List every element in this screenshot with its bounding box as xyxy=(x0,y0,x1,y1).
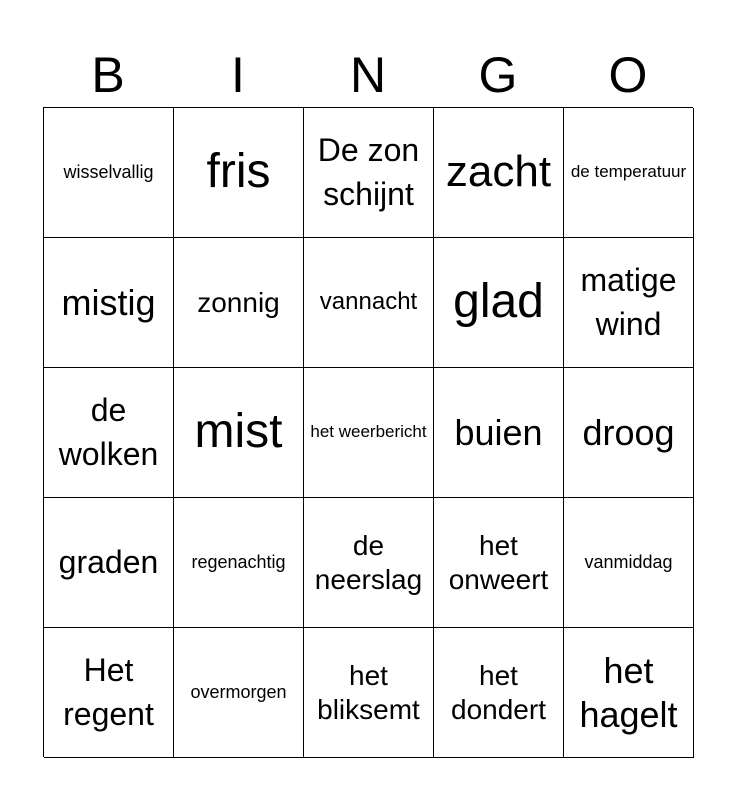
bingo-cell[interactable] xyxy=(434,238,564,368)
header-letter-i: I xyxy=(231,47,245,103)
cell-text: glad xyxy=(453,275,544,329)
bingo-cell[interactable] xyxy=(174,628,304,758)
header-letter-o: O xyxy=(608,47,648,103)
cell-text: graden xyxy=(58,543,159,580)
cell-text: buien xyxy=(454,411,543,453)
bingo-cell[interactable] xyxy=(564,628,694,758)
bingo-cell[interactable] xyxy=(174,368,304,498)
cell-text: het dondert xyxy=(451,659,546,725)
bingo-header xyxy=(43,44,693,106)
cell-text: de neerslag xyxy=(314,529,423,595)
bingo-cell[interactable] xyxy=(304,238,434,368)
bingo-cell[interactable] xyxy=(304,108,434,238)
cell-text: zacht xyxy=(445,147,552,197)
bingo-cell[interactable] xyxy=(434,628,564,758)
bingo-cell[interactable] xyxy=(44,498,174,628)
cell-text: mistig xyxy=(61,281,156,323)
cell-text: het onweert xyxy=(448,529,549,595)
bingo-cell[interactable] xyxy=(564,368,694,498)
cell-text: droog xyxy=(582,411,675,453)
bingo-cell[interactable] xyxy=(304,368,434,498)
cell-text: mist xyxy=(194,405,283,459)
cell-text: matige wind xyxy=(580,262,677,342)
bingo-cell[interactable] xyxy=(44,628,174,758)
bingo-cell[interactable] xyxy=(564,108,694,238)
header-letter-b: B xyxy=(91,47,125,103)
bingo-cell[interactable] xyxy=(304,498,434,628)
bingo-cell[interactable] xyxy=(564,498,694,628)
bingo-cell[interactable] xyxy=(304,628,434,758)
bingo-board xyxy=(43,107,693,757)
cell-text: de wolken xyxy=(58,392,159,472)
cell-text: regenachtig xyxy=(191,551,286,572)
cell-text: fris xyxy=(206,145,271,199)
header-letter-n: N xyxy=(349,47,387,103)
cell-text: het hagelt xyxy=(579,650,678,735)
cell-text: vanmiddag xyxy=(584,551,673,572)
cell-text: overmorgen xyxy=(190,681,287,702)
cell-text: wisselvallig xyxy=(63,161,154,182)
bingo-cell[interactable] xyxy=(434,108,564,238)
cell-text: de temperatuur xyxy=(570,162,687,182)
bingo-cell[interactable] xyxy=(434,498,564,628)
header-letter-g: G xyxy=(478,47,518,103)
bingo-cell[interactable] xyxy=(174,498,304,628)
cell-text: De zon schijnt xyxy=(317,132,420,212)
bingo-cell[interactable] xyxy=(434,368,564,498)
cell-text: Het regent xyxy=(63,652,154,732)
bingo-cell[interactable] xyxy=(564,238,694,368)
bingo-cell[interactable] xyxy=(44,108,174,238)
cell-text: het weerbericht xyxy=(310,422,427,442)
bingo-cell[interactable] xyxy=(44,368,174,498)
bingo-cell[interactable] xyxy=(44,238,174,368)
bingo-cell[interactable] xyxy=(174,238,304,368)
cell-text: vannacht xyxy=(319,288,418,316)
bingo-cell[interactable] xyxy=(174,108,304,238)
cell-text: het bliksemt xyxy=(317,659,420,725)
cell-text: zonnig xyxy=(197,286,280,318)
